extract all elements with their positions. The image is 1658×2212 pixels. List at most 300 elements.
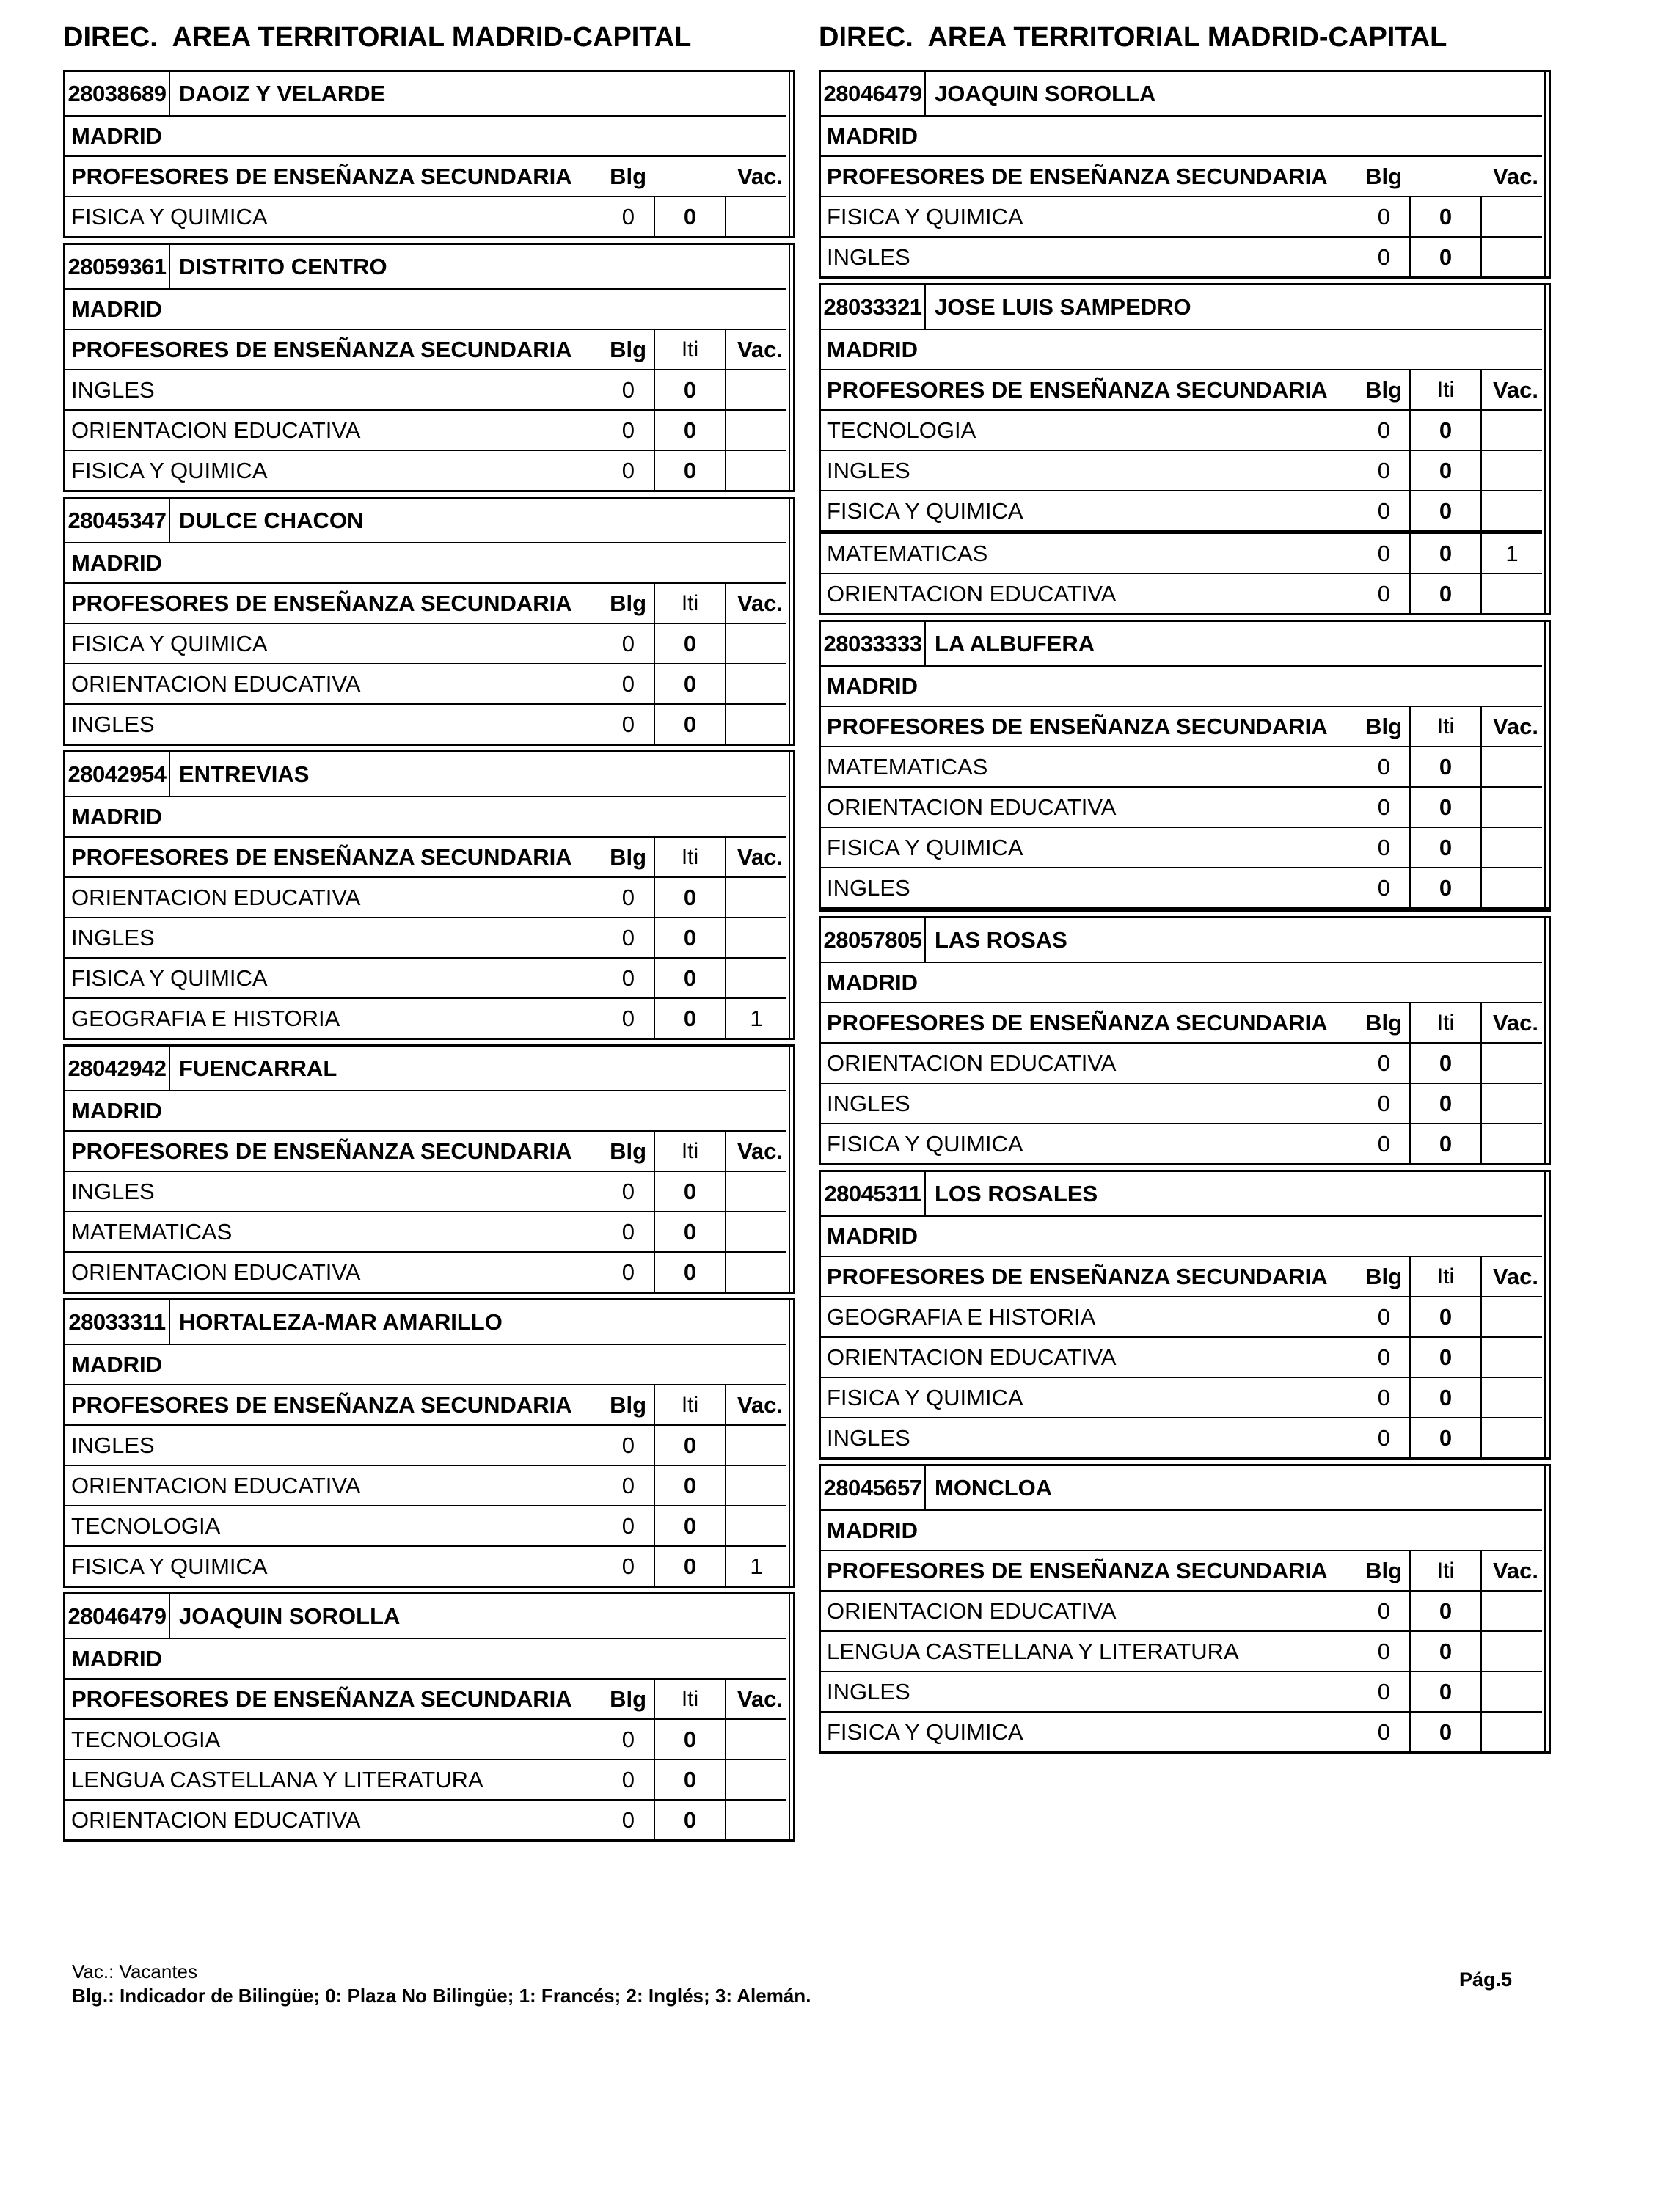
blg-value: 0 — [621, 1005, 635, 1031]
subject-row — [65, 1211, 786, 1251]
subject-name: ORIENTACION EDUCATIVA — [71, 1806, 361, 1833]
municipality: MADRID — [71, 549, 162, 576]
municipality: MADRID — [827, 969, 918, 995]
vac-value — [1482, 1672, 1542, 1711]
vac-column-header: Vac. — [1492, 713, 1538, 739]
subject-main-cell — [65, 451, 655, 490]
blg-value: 0 — [621, 1218, 635, 1245]
vac-value: 1 — [750, 1005, 763, 1031]
subject-main-cell — [65, 999, 655, 1038]
blg-value: 0 — [621, 1806, 635, 1833]
subject-name: INGLES — [827, 1424, 910, 1451]
blg-value: 0 — [621, 670, 635, 697]
municipality-row — [821, 329, 1542, 369]
subject-main-cell — [821, 828, 1411, 867]
subject-name: FISICA Y QUIMICA — [71, 630, 268, 656]
subject-main-cell — [65, 959, 655, 997]
subject-row — [65, 957, 786, 997]
vac-value — [1482, 574, 1542, 613]
school-name: JOAQUIN SOROLLA — [935, 80, 1156, 106]
subject-main-cell — [65, 1801, 655, 1839]
table-header-main-cell — [65, 584, 655, 623]
vac-value — [726, 411, 786, 450]
blg-value: 0 — [1377, 874, 1390, 901]
school-name: FUENCARRAL — [179, 1055, 337, 1081]
school-block — [819, 283, 1551, 615]
school-code-row — [65, 752, 786, 796]
iti-column-header: Iti — [1411, 1551, 1482, 1590]
body-header-label: PROFESORES DE ENSEÑANZA SECUNDARIA — [827, 713, 1328, 739]
body-header-label: PROFESORES DE ENSEÑANZA SECUNDARIA — [71, 590, 572, 616]
subject-row — [65, 917, 786, 957]
municipality-row — [65, 115, 786, 155]
table-header-main-cell — [821, 1257, 1411, 1296]
municipality-row — [65, 1344, 786, 1384]
table-header-main-cell — [65, 330, 655, 369]
blg-value: 0 — [1377, 794, 1390, 820]
school-code-row — [65, 245, 786, 288]
subject-row — [821, 1042, 1542, 1083]
vac-value — [1482, 451, 1542, 490]
subject-row — [821, 1671, 1542, 1711]
vac-column-header: Vac. — [737, 843, 783, 870]
school-block — [819, 70, 1551, 279]
municipality-row — [65, 1638, 786, 1678]
subject-name: INGLES — [827, 457, 910, 483]
school-code: 28045311 — [821, 1172, 926, 1215]
subject-name: TECNOLOGIA — [71, 1726, 221, 1752]
subject-main-cell — [821, 747, 1411, 786]
table-header-main-cell — [65, 1385, 655, 1424]
iti-value: 0 — [1411, 868, 1482, 907]
body-header-label: PROFESORES DE ENSEÑANZA SECUNDARIA — [827, 376, 1328, 403]
iti-value: 0 — [1411, 828, 1482, 867]
vac-column-header: Vac. — [1492, 376, 1538, 403]
subject-name: INGLES — [71, 376, 155, 403]
subject-name: GEOGRAFIA E HISTORIA — [827, 1303, 1096, 1330]
school-name: LA ALBUFERA — [935, 630, 1095, 656]
vac-column-header: Vac. — [737, 1685, 783, 1712]
subject-name: FISICA Y QUIMICA — [827, 1384, 1023, 1410]
blg-column-header: Blg — [1365, 1557, 1402, 1583]
vac-column-header: Vac. — [1492, 163, 1538, 189]
subject-main-cell — [65, 370, 655, 409]
blg-value: 0 — [1377, 1638, 1390, 1664]
municipality: MADRID — [71, 803, 162, 830]
body-header-label: PROFESORES DE ENSEÑANZA SECUNDARIA — [71, 163, 572, 189]
subject-row — [821, 573, 1542, 613]
subject-row — [65, 1251, 786, 1292]
iti-value: 0 — [1411, 1084, 1482, 1123]
subject-main-cell — [821, 1592, 1411, 1630]
legend-vacantes: Vac.: Vacantes — [72, 1960, 198, 1982]
iti-value: 0 — [655, 1426, 726, 1465]
page-number: Pág.5 — [1459, 1969, 1513, 1991]
subject-row — [65, 1171, 786, 1211]
iti-value: 0 — [655, 999, 726, 1038]
vac-column-header: Vac. — [737, 336, 783, 362]
subject-main-cell — [65, 1212, 655, 1251]
vac-value — [726, 705, 786, 744]
iti-column-header: Iti — [655, 330, 726, 369]
blg-column-header: Blg — [1365, 1009, 1402, 1036]
school-name: ENTREVIAS — [179, 761, 310, 787]
school-name: JOAQUIN SOROLLA — [179, 1603, 401, 1629]
blg-column-header: Blg — [610, 590, 646, 616]
subject-main-cell — [65, 1172, 655, 1211]
blg-column-header: Blg — [610, 1391, 646, 1418]
subject-row — [65, 450, 786, 490]
vac-value — [1482, 1592, 1542, 1630]
subject-main-cell — [65, 1506, 655, 1545]
table-header-main-cell — [821, 1551, 1411, 1590]
table-header-row — [821, 1002, 1542, 1042]
table-header-row — [65, 329, 786, 369]
subject-name: FISICA Y QUIMICA — [827, 203, 1023, 230]
subject-row — [821, 1296, 1542, 1336]
subject-row — [65, 1545, 786, 1586]
municipality: MADRID — [71, 1097, 162, 1124]
school-code-row — [821, 285, 1542, 329]
subject-row — [65, 876, 786, 917]
body-header-label: PROFESORES DE ENSEÑANZA SECUNDARIA — [71, 1685, 572, 1712]
subject-main-cell — [65, 878, 655, 917]
subject-main-cell — [821, 574, 1411, 613]
subject-row — [65, 1424, 786, 1465]
municipality: MADRID — [827, 673, 918, 699]
subject-name: ORIENTACION EDUCATIVA — [71, 417, 361, 443]
subject-row — [821, 1336, 1542, 1377]
iti-value: 0 — [1411, 1044, 1482, 1083]
vac-value — [1482, 788, 1542, 827]
iti-column-header: Iti — [1411, 370, 1482, 409]
subject-main-cell — [821, 1713, 1411, 1751]
vac-value — [1482, 868, 1542, 907]
municipality: MADRID — [827, 336, 918, 362]
subject-main-cell — [821, 491, 1411, 530]
iti-value: 0 — [655, 1720, 726, 1759]
table-header-main-cell — [821, 1003, 1411, 1042]
subject-row — [821, 1417, 1542, 1457]
table-header-row — [65, 582, 786, 623]
subject-main-cell — [65, 1720, 655, 1759]
iti-value: 0 — [1411, 1672, 1482, 1711]
body-header-label: PROFESORES DE ENSEÑANZA SECUNDARIA — [71, 1391, 572, 1418]
blg-value: 0 — [621, 1178, 635, 1204]
body-header-label: PROFESORES DE ENSEÑANZA SECUNDARIA — [827, 1009, 1328, 1036]
subject-row — [821, 746, 1542, 786]
school-name: DULCE CHACON — [179, 507, 364, 533]
vac-column-header: Vac. — [1492, 1009, 1538, 1036]
iti-value: 0 — [1411, 574, 1482, 613]
school-code-row — [821, 1172, 1542, 1215]
blg-value: 0 — [621, 1766, 635, 1792]
municipality-row — [821, 665, 1542, 706]
iti-value: 0 — [1411, 411, 1482, 450]
subject-main-cell — [65, 1547, 655, 1586]
vac-value — [1482, 1713, 1542, 1751]
blg-value: 0 — [621, 1512, 635, 1539]
subject-row — [821, 867, 1542, 907]
iti-value: 0 — [1411, 197, 1482, 236]
subject-name: FISICA Y QUIMICA — [827, 834, 1023, 860]
iti-value: 0 — [1411, 1297, 1482, 1336]
school-code: 28057805 — [821, 918, 926, 962]
body-header-label: PROFESORES DE ENSEÑANZA SECUNDARIA — [827, 1557, 1328, 1583]
table-header-row — [821, 369, 1542, 409]
subject-main-cell — [821, 411, 1411, 450]
iti-value: 0 — [655, 664, 726, 703]
municipality-row — [65, 796, 786, 836]
school-block — [63, 1592, 795, 1842]
subject-row — [65, 663, 786, 703]
blg-value: 0 — [1377, 243, 1390, 270]
table-header-row — [65, 155, 786, 196]
vac-value — [1482, 747, 1542, 786]
blg-column-header: Blg — [1365, 376, 1402, 403]
school-name: DISTRITO CENTRO — [179, 253, 387, 279]
vac-value — [726, 1212, 786, 1251]
blg-value: 0 — [621, 376, 635, 403]
vac-value — [1482, 1378, 1542, 1417]
municipality-row — [821, 1509, 1542, 1550]
vac-value: 1 — [750, 1553, 763, 1579]
table-header-row — [65, 836, 786, 876]
subject-name: ORIENTACION EDUCATIVA — [71, 1472, 361, 1498]
school-name: HORTALEZA-MAR AMARILLO — [179, 1308, 503, 1335]
blg-value: 0 — [1377, 203, 1390, 230]
subject-main-cell — [821, 1672, 1411, 1711]
subject-name: FISICA Y QUIMICA — [71, 203, 268, 230]
iti-value: 0 — [1411, 1338, 1482, 1377]
subject-row — [821, 409, 1542, 450]
subject-row — [821, 450, 1542, 490]
school-block — [819, 620, 1551, 912]
school-name: LOS ROSALES — [935, 1180, 1098, 1206]
vac-value — [1482, 491, 1542, 530]
subject-name: TECNOLOGIA — [71, 1512, 221, 1539]
iti-column-header: Iti — [1411, 1257, 1482, 1296]
blg-value: 0 — [1377, 457, 1390, 483]
subject-name: FISICA Y QUIMICA — [827, 1130, 1023, 1157]
blg-value: 0 — [621, 457, 635, 483]
blg-value: 0 — [621, 1432, 635, 1458]
body-header-label: PROFESORES DE ENSEÑANZA SECUNDARIA — [827, 1263, 1328, 1289]
vac-column-header: Vac. — [1492, 1557, 1538, 1583]
subject-main-cell — [821, 238, 1411, 276]
vac-value — [1482, 1297, 1542, 1336]
school-code-row — [821, 918, 1542, 962]
school-code-row — [65, 1594, 786, 1638]
blg-value: 0 — [621, 1726, 635, 1752]
subject-row — [65, 623, 786, 663]
iti-value: 0 — [655, 624, 726, 663]
blg-value: 0 — [1377, 1303, 1390, 1330]
blg-value: 0 — [621, 711, 635, 737]
subject-name: ORIENTACION EDUCATIVA — [827, 1050, 1117, 1076]
table-header-main-cell — [821, 707, 1411, 746]
iti-column-header: Iti — [655, 1385, 726, 1424]
blg-column-header: Blg — [610, 163, 646, 189]
school-block — [819, 1170, 1551, 1460]
subject-row — [821, 490, 1542, 530]
subject-row — [65, 703, 786, 744]
legend-bilingue: Blg.: Indicador de Bilingüe; 0: Plaza No Bilingüe; 1: Francés; 2: Inglés; 3: Alemán. — [72, 1985, 811, 2007]
school-block — [63, 1298, 795, 1588]
blg-column-header: Blg — [610, 843, 646, 870]
blg-column-header: Blg — [610, 336, 646, 362]
subject-row — [65, 1759, 786, 1799]
iti-value: 0 — [1411, 1592, 1482, 1630]
subject-row — [65, 369, 786, 409]
subject-name: ORIENTACION EDUCATIVA — [827, 794, 1117, 820]
blg-value: 0 — [1377, 1718, 1390, 1745]
subject-main-cell — [65, 918, 655, 957]
municipality-row — [821, 1215, 1542, 1256]
vac-value — [726, 1801, 786, 1839]
iti-column-header — [655, 157, 726, 196]
iti-column-header — [1411, 157, 1482, 196]
subject-name: INGLES — [71, 1432, 155, 1458]
subject-main-cell — [821, 1297, 1411, 1336]
table-header-row — [65, 1384, 786, 1424]
iti-value: 0 — [655, 1547, 726, 1586]
subject-main-cell — [65, 1253, 655, 1292]
subject-main-cell — [65, 411, 655, 450]
blg-value: 0 — [1377, 497, 1390, 524]
table-header-main-cell — [65, 1132, 655, 1171]
municipality-row — [65, 1090, 786, 1130]
subject-row — [821, 1123, 1542, 1163]
vac-value — [726, 1426, 786, 1465]
vac-value — [1482, 1084, 1542, 1123]
table-header-main-cell — [821, 370, 1411, 409]
school-block — [63, 1044, 795, 1294]
subject-name: ORIENTACION EDUCATIVA — [827, 1597, 1117, 1624]
subject-name: INGLES — [71, 711, 155, 737]
table-header-row — [821, 1550, 1542, 1590]
municipality: MADRID — [71, 1645, 162, 1671]
vac-value — [1482, 411, 1542, 450]
school-code-row — [821, 622, 1542, 665]
vac-value — [726, 878, 786, 917]
table-header-row — [821, 706, 1542, 746]
subject-name: MATEMATICAS — [827, 540, 988, 566]
subject-name: MATEMATICAS — [71, 1218, 233, 1245]
school-block — [63, 243, 795, 492]
iti-value: 0 — [655, 1466, 726, 1505]
blg-value: 0 — [1377, 540, 1390, 566]
school-code: 28045347 — [65, 499, 170, 542]
subject-name: FISICA Y QUIMICA — [827, 497, 1023, 524]
subject-main-cell — [821, 788, 1411, 827]
subject-name: INGLES — [827, 1090, 910, 1116]
school-name: DAOIZ Y VELARDE — [179, 80, 386, 106]
subject-main-cell — [821, 868, 1411, 907]
subject-name: ORIENTACION EDUCATIVA — [827, 1344, 1117, 1370]
vac-value — [726, 1466, 786, 1505]
table-header-row — [65, 1130, 786, 1171]
school-code: 28046479 — [65, 1594, 170, 1638]
subject-name: INGLES — [827, 243, 910, 270]
subject-main-cell — [65, 705, 655, 744]
vac-value — [1482, 197, 1542, 236]
subject-main-cell — [821, 451, 1411, 490]
subject-row — [821, 786, 1542, 827]
subject-name: FISICA Y QUIMICA — [827, 1718, 1023, 1745]
municipality: MADRID — [827, 1517, 918, 1543]
blg-value: 0 — [621, 1553, 635, 1579]
vac-value — [726, 1506, 786, 1545]
iti-value: 0 — [1411, 1713, 1482, 1751]
vac-value — [726, 1172, 786, 1211]
subject-name: MATEMATICAS — [827, 753, 988, 780]
municipality: MADRID — [827, 122, 918, 149]
iti-value: 0 — [1411, 238, 1482, 276]
iti-value: 0 — [1411, 1124, 1482, 1163]
iti-column-header: Iti — [1411, 1003, 1482, 1042]
iti-value: 0 — [1411, 788, 1482, 827]
blg-value: 0 — [1377, 1344, 1390, 1370]
subject-row — [821, 1630, 1542, 1671]
subject-row — [821, 236, 1542, 276]
subject-name: INGLES — [71, 1178, 155, 1204]
subject-row — [821, 827, 1542, 867]
school-code: 28042942 — [65, 1047, 170, 1090]
municipality-row — [821, 962, 1542, 1002]
table-header-main-cell — [821, 157, 1411, 196]
subject-name: ORIENTACION EDUCATIVA — [71, 884, 361, 910]
subject-main-cell — [821, 1632, 1411, 1671]
vac-column-header: Vac. — [737, 1391, 783, 1418]
iti-value: 0 — [655, 1760, 726, 1799]
iti-value: 0 — [1411, 451, 1482, 490]
subject-row — [821, 1590, 1542, 1630]
subject-row — [821, 196, 1542, 236]
column-left — [63, 70, 795, 1846]
iti-column-header: Iti — [655, 1132, 726, 1171]
iti-value: 0 — [655, 197, 726, 236]
vac-value — [726, 197, 786, 236]
blg-value: 0 — [621, 417, 635, 443]
school-block — [63, 497, 795, 746]
iti-value: 0 — [655, 878, 726, 917]
subject-main-cell — [821, 1418, 1411, 1457]
subject-name: INGLES — [827, 1678, 910, 1704]
column-right — [819, 70, 1551, 1758]
vac-value — [726, 664, 786, 703]
subject-main-cell — [65, 1760, 655, 1799]
vac-column-header: Vac. — [737, 590, 783, 616]
subject-row — [821, 530, 1542, 573]
vac-column-header: Vac. — [1492, 1263, 1538, 1289]
iti-column-header: Iti — [655, 1680, 726, 1718]
blg-column-header: Blg — [610, 1138, 646, 1164]
iti-value: 0 — [1411, 1632, 1482, 1671]
iti-value: 0 — [655, 1801, 726, 1839]
municipality: MADRID — [71, 1351, 162, 1377]
body-header-label: PROFESORES DE ENSEÑANZA SECUNDARIA — [71, 843, 572, 870]
vac-value — [1482, 1124, 1542, 1163]
subject-row — [65, 196, 786, 236]
vac-value — [1482, 1044, 1542, 1083]
iti-value: 0 — [1411, 491, 1482, 530]
vac-value — [726, 959, 786, 997]
municipality-row — [821, 115, 1542, 155]
subject-name: TECNOLOGIA — [827, 417, 976, 443]
school-code-row — [65, 72, 786, 115]
subject-name: ORIENTACION EDUCATIVA — [827, 580, 1117, 607]
